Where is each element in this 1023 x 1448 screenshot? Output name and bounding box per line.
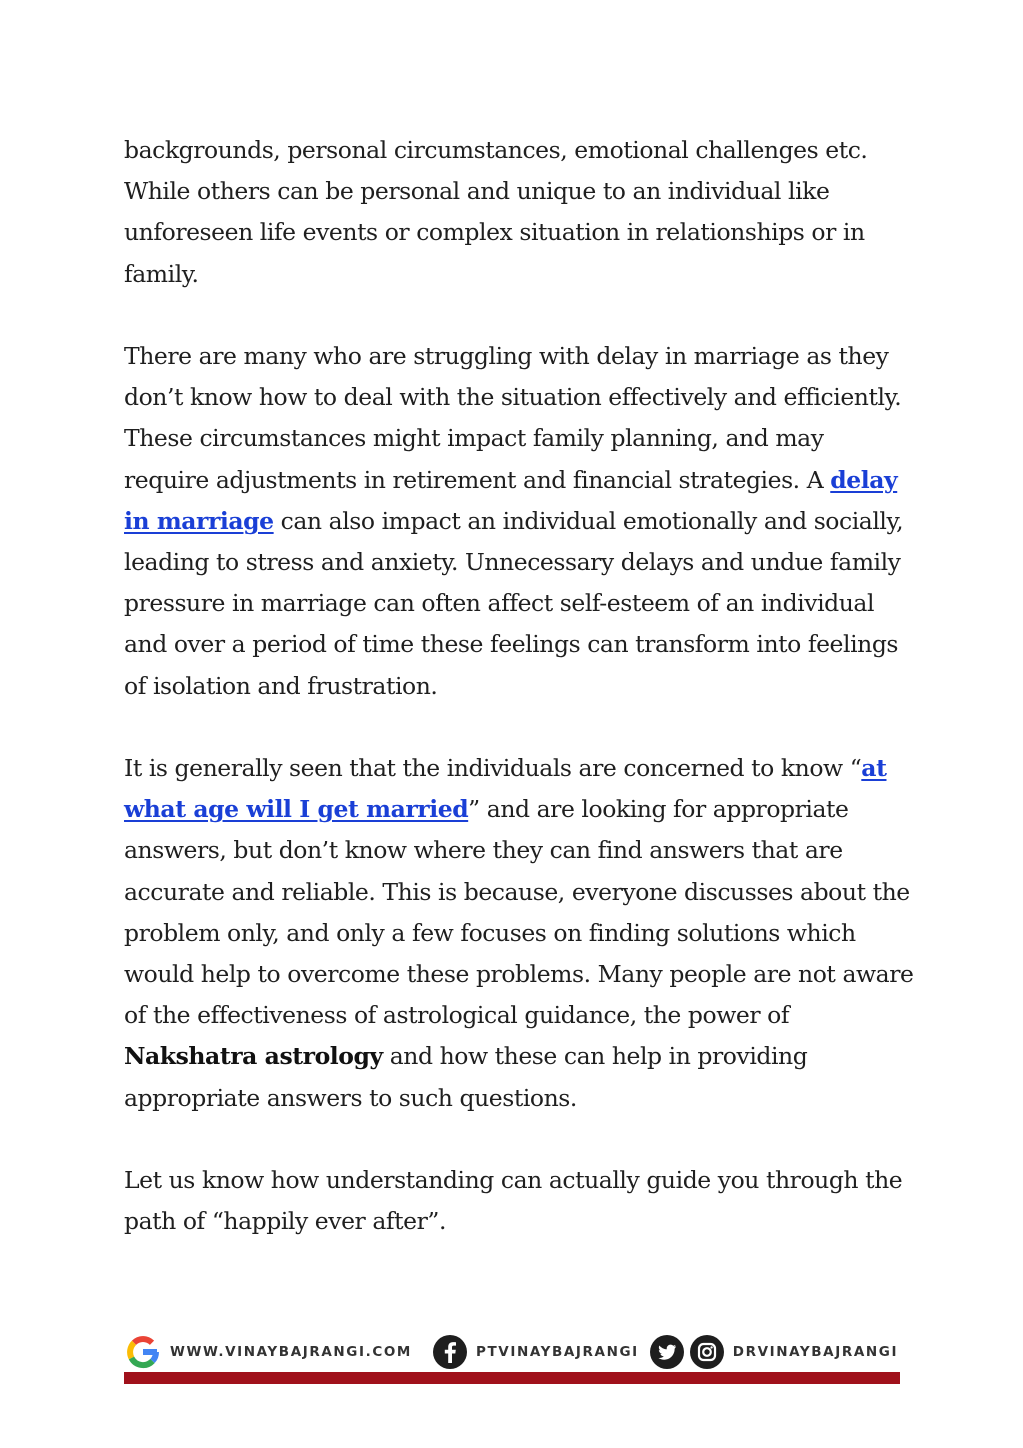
footer-color-bar	[124, 1372, 900, 1384]
paragraph-3-text-middle: ” and are looking for appropriate answers, but don’t know where they can find answers that are accurate and reliable. This is because, everyone discusses about the problem only, and only a few focuses on finding solutions which would help to overcome these problems. Many people are not aware of the effectiveness of astrological guidance, the power of	[124, 795, 914, 1030]
paragraph-4-text: Let us know how understanding can actually guide you through the path of “happily ever after”.	[124, 1166, 903, 1236]
nakshatra-astrology-emphasis: Nakshatra astrology	[124, 1042, 383, 1071]
paragraph-3	[124, 748, 914, 1119]
paragraph-2-text-after: can also impact an individual emotionally and socially, leading to stress and anxiety. Unnecessary delays and undue family pressure in marriage can often affect self-esteem of an individual and over a period of time these feelings can transform into feelings of isolation and frustration.	[124, 506, 904, 700]
google-icon[interactable]	[124, 1333, 162, 1371]
facebook-handle[interactable]: PTVINAYBAJRANGI	[475, 1344, 639, 1360]
paragraph-2-text-before: There are many who are struggling with delay in marriage as they don’t know how to deal with the situation effectively and efficiently. These circumstances might impact family planning, and may require adjustments in retirement and financial strategies. A	[124, 342, 902, 494]
delay-in-marriage-link[interactable]: delay in marriage	[124, 465, 898, 535]
paragraph-1-text: backgrounds, personal circumstances, emotional challenges etc. While others can be personal and unique to an individual like unforeseen life events or complex situation in relationships or in family.	[124, 136, 868, 288]
footer-banner	[124, 1332, 900, 1372]
paragraph-1	[124, 130, 914, 295]
paragraph-3-text-before: It is generally seen that the individuals are concerned to know “	[124, 754, 862, 783]
paragraph-4	[124, 1160, 914, 1242]
marriage-age-link[interactable]: at what age will I get married	[124, 754, 887, 824]
social-handle[interactable]: DRVINAYBAJRANGI	[732, 1344, 899, 1360]
facebook-icon[interactable]	[432, 1334, 468, 1370]
twitter-icon[interactable]	[649, 1334, 685, 1370]
instagram-icon[interactable]	[689, 1334, 725, 1370]
document-body	[124, 130, 914, 1242]
website-link[interactable]: WWW.VINAYBAJRANGI.COM	[170, 1344, 412, 1360]
paragraph-3-text-after: and how these can help in providing appropriate answers to such questions.	[124, 1042, 808, 1112]
paragraph-2	[124, 336, 914, 707]
